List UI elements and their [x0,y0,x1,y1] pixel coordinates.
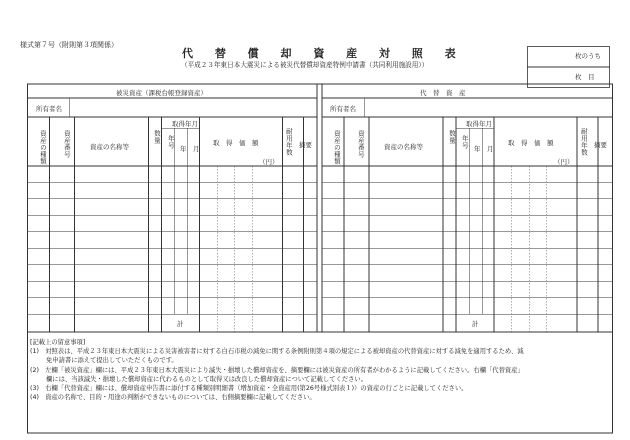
right-total-label: 計 [472,320,479,328]
note-1: (1) 対照表は、平成２３年東日本大震災による災害被害者に対する白石市税の減免に関する条例附則第４項の規定による被却資産の代替資産に対する減免を適用するため、減 [30,348,524,356]
right-col-month: 月 [487,145,494,153]
right-col-name: 資産の名称等 [384,143,423,151]
left-col-era: 年号 [166,135,175,149]
right-col-cost: 取 得 価 額 [508,139,554,147]
note-3: (3) 右欄「代替資産」欄には、償却資産申告書に添付する種類別明細書（増加資産・全資産用(第26号様式別表１)）の資産の行ごとに記載してください。 [30,385,468,393]
right-heading: 代 替 資 産 [420,89,466,97]
left-col-acq-group: 取得年月 [172,120,198,128]
right-col-life: 耐用年数 [579,128,588,156]
left-col-qty: 数量 [152,130,161,144]
page-subtitle: （平成２３年東日本大震災による被災代替償却資産特例申請書（共同利用施設用）） [181,61,429,69]
right-col-type: 資産の種類 [332,130,341,165]
right-owner-label: 所有者名 [330,105,356,113]
note-2-cont: 欄には、当該滅失・損壊した償却資産に代わるものとして取得又は改良した償却資産について記載してください。 [46,375,368,383]
left-col-month: 月 [193,145,200,153]
left-col-year: 年 [180,145,187,153]
right-col-remarks: 摘要 [594,141,607,149]
right-col-cost-unit: （円） [554,158,574,166]
note-1-cont: 免申請書に添えて提出していただくものです。 [46,357,178,365]
of-total-label: 枚のうち [575,52,601,60]
note-4: (4) 資産の名称で、目的・用途の判断ができないものについては、右側摘要欄に記載してください。 [30,394,316,402]
left-col-number: 資産番号 [62,130,71,158]
left-col-cost-unit: （円） [259,158,279,166]
left-col-name: 資産の名称等 [90,143,129,151]
left-heading: 被災資産（課税台帳登録資産） [116,89,207,97]
left-col-life: 耐用年数 [284,128,293,156]
page-title: 代 替 償 却 資 産 対 照 表 [182,47,465,60]
left-total-label: 計 [177,320,184,328]
left-col-remarks: 摘要 [299,141,312,149]
right-col-year: 年 [474,145,481,153]
left-col-type: 資産の種類 [38,130,47,165]
form-number: 様式第７号（附則第３項関係） [20,41,118,49]
right-col-era: 年号 [460,135,469,149]
notes-heading: [記載上の留意事項] [30,339,86,346]
left-col-cost: 取 得 価 額 [213,139,259,147]
right-col-number: 資産番号 [356,130,365,158]
right-col-qty: 数量 [447,130,456,144]
table-outer-frame [28,84,613,332]
notes-section [30,338,615,402]
left-owner-label: 所有者名 [36,105,62,113]
sheet-number-label: 枚 目 [575,73,595,81]
right-col-acq-group: 取得年月 [466,120,492,128]
note-2: (2) 左欄「被災資産」欄には、平成２３年東日本大震災により滅失・損壊した償却資産を、摘要欄には被災資産の所有者がわかるように記載してください。右欄「代替資産」 [30,366,524,374]
